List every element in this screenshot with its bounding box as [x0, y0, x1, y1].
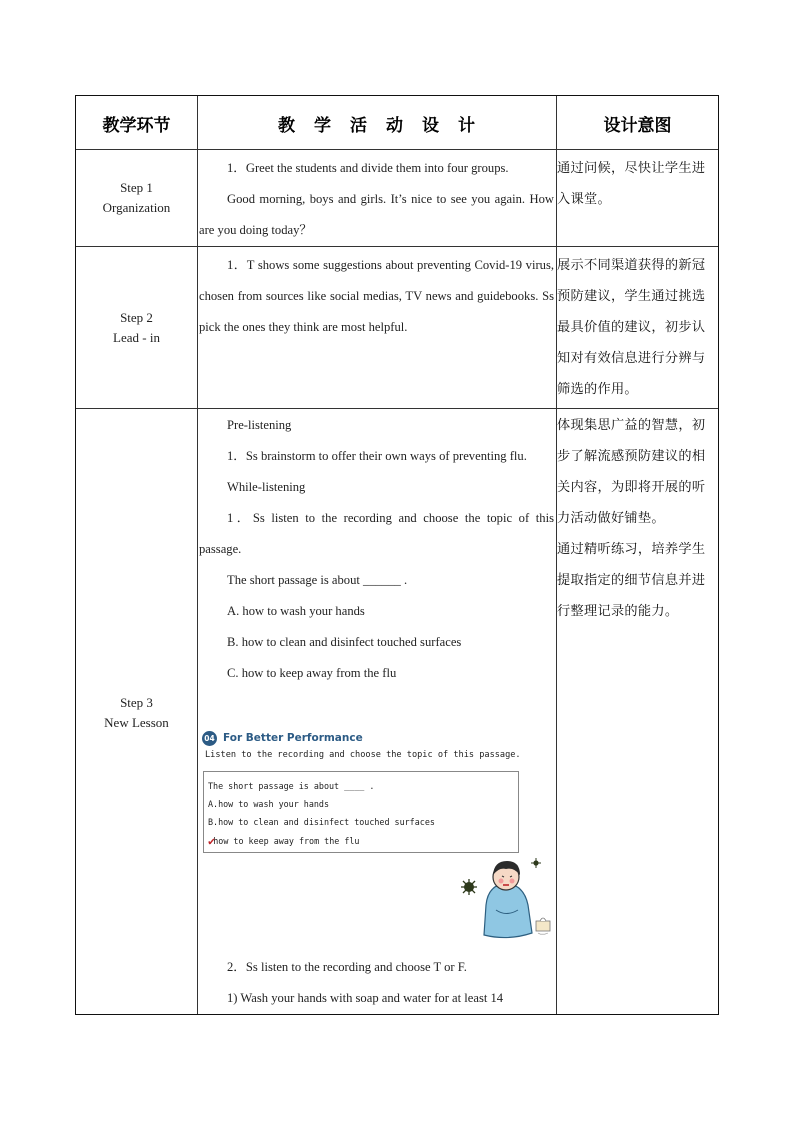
lesson-plan-table [75, 95, 719, 1015]
figure-stem: The short passage is about ____ . [208, 781, 375, 791]
activity-line: 1) Wash your hands with soap and water for at least 14 [227, 991, 504, 1005]
figure-option-b: B.how to clean and disinfect touched surfaces [208, 817, 435, 827]
activity-line: 1．T shows some suggestions about preventing Covid-19 virus, chosen from sources like social medias, TV news and guidebooks. Ss pick the ones they think are most helpful. [199, 258, 554, 334]
virus-icon [461, 879, 477, 895]
option-a: A. how to wash your hands [227, 604, 365, 618]
activity-line: Good morning, boys and girls. It’s nice to see you again. How are you doing today？ [199, 192, 554, 237]
step-title: Step 3 [120, 694, 153, 710]
figure-option-c [208, 831, 514, 849]
step-3-activity-top [199, 410, 554, 689]
header-intent: 设计意图 [603, 115, 672, 136]
figure-heading [202, 729, 552, 747]
header-stage: 教学环节 [102, 115, 171, 136]
question-stem: The short passage is about ______ . [227, 573, 408, 587]
figure-option-c-text: how to keep away from the flu [213, 836, 360, 846]
step-title: Step 2 [120, 309, 153, 325]
figure-number-badge: 04 [202, 731, 217, 746]
intent-text: 通过精听练习，培养学生提取指定的细节信息并进行整理记录的能力。 [557, 542, 706, 619]
figure-title: For Better Performance [223, 732, 363, 744]
step-1-intent [557, 153, 717, 215]
activity-line: 1．Ss brainstorm to offer their own ways of preventing flu. [227, 449, 527, 463]
activity-line: 2．Ss listen to the recording and choose T or F. [227, 960, 467, 974]
option-b: B. how to clean and disinfect touched surfaces [227, 635, 462, 649]
step-1-cell [76, 150, 197, 246]
option-c: C. how to keep away from the flu [227, 666, 397, 680]
intent-text: 通过问候，尽快让学生进入课堂。 [557, 161, 706, 207]
figure-question-box [203, 771, 519, 853]
figure-instruction: Listen to the recording and choose the topic of this passage. [205, 750, 521, 760]
step-3-intent [557, 410, 717, 627]
sick-person-illustration-icon [458, 855, 558, 943]
intent-text: 体现集思广益的智慧，初步了解流感预防建议的相关内容，为即将开展的听力活动做好铺垫。 [557, 418, 706, 526]
check-mark-icon: ✔ [208, 834, 216, 848]
figure-option-a: A.how to wash your hands [208, 799, 330, 809]
section-label: Pre-listening [227, 418, 292, 432]
section-label: While-listening [227, 480, 306, 494]
step-2-cell [76, 247, 197, 408]
step-subtitle: New Lesson [104, 714, 169, 730]
column-divider [197, 96, 198, 1014]
step-title: Step 1 [120, 180, 153, 195]
step-3-activity-bottom [199, 952, 554, 1014]
step-2-activity [199, 250, 554, 343]
step-3-cell [76, 409, 197, 1016]
intent-text: 展示不同渠道获得的新冠预防建议，学生通过挑选最具价值的建议，初步认知对有效信息进行分辨与筛选的作用。 [557, 258, 706, 397]
step-subtitle: Lead - in [113, 329, 160, 345]
step-1-activity [199, 153, 554, 246]
activity-line: 1．Greet the students and divide them into four groups. [227, 161, 509, 175]
activity-line: 1．Ss listen to the recording and choose the topic of this passage. [199, 511, 554, 556]
virus-small-icon [531, 858, 541, 868]
header-activity: 教 学 活 动 设 计 [278, 115, 476, 136]
step-2-intent [557, 250, 717, 405]
step-subtitle: Organization [102, 200, 171, 215]
embedded-exercise-figure [202, 729, 552, 944]
